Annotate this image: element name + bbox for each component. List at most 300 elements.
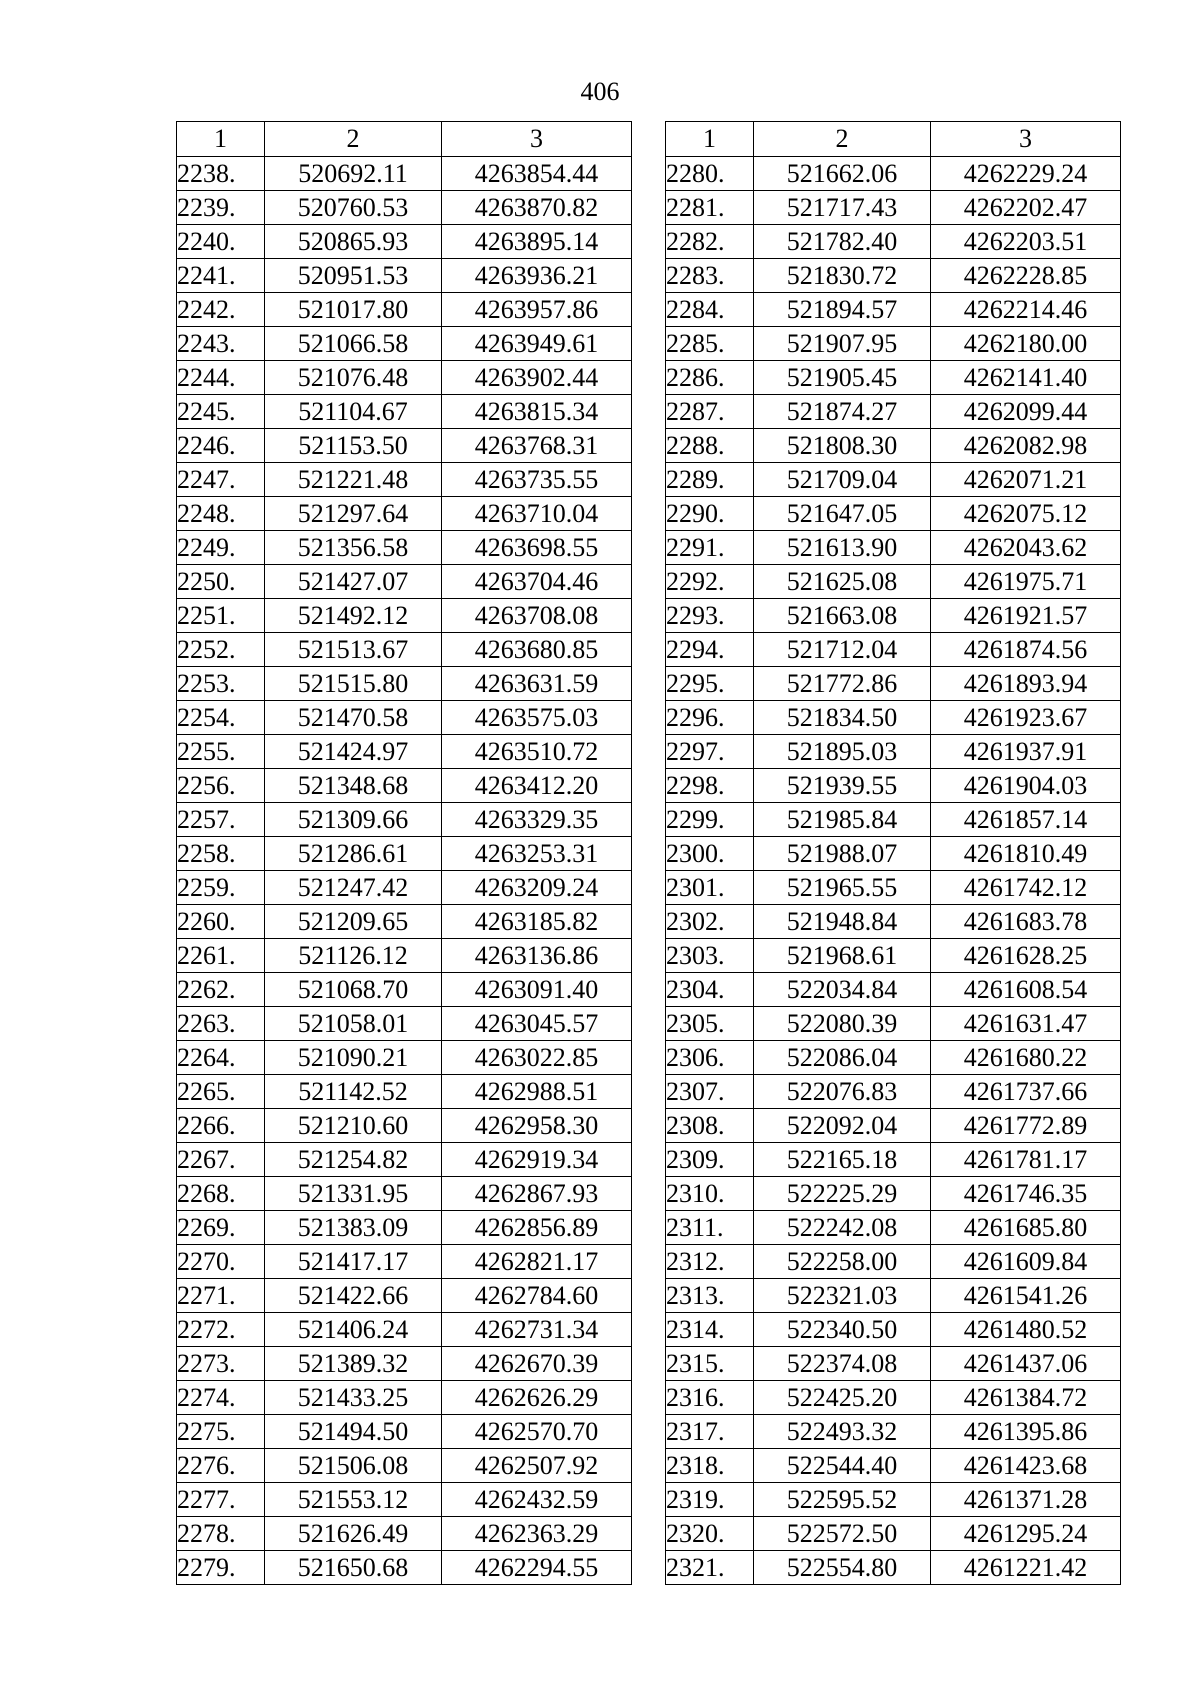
x-coordinate-cell: 522425.20 [754,1381,931,1415]
y-coordinate-cell: 4263510.72 [442,735,632,769]
x-coordinate-cell: 521895.03 [754,735,931,769]
y-coordinate-cell: 4262919.34 [442,1143,632,1177]
y-coordinate-cell: 4262202.47 [931,191,1121,225]
point-number-cell: 2249. [177,531,265,565]
table-row [177,1279,632,1313]
table-row [177,939,632,973]
y-coordinate-cell: 4262958.30 [442,1109,632,1143]
table-row [666,905,1121,939]
y-coordinate-cell: 4263708.08 [442,599,632,633]
table-header-row [666,122,1121,157]
point-number-cell: 2259. [177,871,265,905]
point-number-cell: 2248. [177,497,265,531]
point-number-cell: 2295. [666,667,754,701]
table-row [177,259,632,293]
table-body-right [666,157,1121,1585]
y-coordinate-cell: 4263253.31 [442,837,632,871]
x-coordinate-cell: 522034.84 [754,973,931,1007]
point-number-cell: 2314. [666,1313,754,1347]
table-row [666,1177,1121,1211]
y-coordinate-cell: 4262867.93 [442,1177,632,1211]
point-number-cell: 2282. [666,225,754,259]
point-number-cell: 2269. [177,1211,265,1245]
point-number-cell: 2251. [177,599,265,633]
point-number-cell: 2258. [177,837,265,871]
y-coordinate-cell: 4261772.89 [931,1109,1121,1143]
y-coordinate-cell: 4262784.60 [442,1279,632,1313]
table-row [666,1347,1121,1381]
point-number-cell: 2293. [666,599,754,633]
x-coordinate-cell: 522340.50 [754,1313,931,1347]
x-coordinate-cell: 521662.06 [754,157,931,191]
point-number-cell: 2280. [666,157,754,191]
x-coordinate-cell: 521494.50 [265,1415,442,1449]
y-coordinate-cell: 4263936.21 [442,259,632,293]
y-coordinate-cell: 4261628.25 [931,939,1121,973]
point-number-cell: 2316. [666,1381,754,1415]
point-number-cell: 2243. [177,327,265,361]
y-coordinate-cell: 4263575.03 [442,701,632,735]
table-row [177,871,632,905]
y-coordinate-cell: 4261631.47 [931,1007,1121,1041]
table-row [666,1041,1121,1075]
y-coordinate-cell: 4261904.03 [931,769,1121,803]
x-coordinate-cell: 521406.24 [265,1313,442,1347]
table-row [177,1381,632,1415]
x-coordinate-cell: 522076.83 [754,1075,931,1109]
x-coordinate-cell: 521834.50 [754,701,931,735]
table-row [177,973,632,1007]
x-coordinate-cell: 521647.05 [754,497,931,531]
y-coordinate-cell: 4262180.00 [931,327,1121,361]
x-coordinate-cell: 521209.65 [265,905,442,939]
table-row [177,803,632,837]
point-number-cell: 2285. [666,327,754,361]
point-number-cell: 2289. [666,463,754,497]
x-coordinate-cell: 521894.57 [754,293,931,327]
y-coordinate-cell: 4263768.31 [442,429,632,463]
x-coordinate-cell: 521309.66 [265,803,442,837]
table-row [666,1279,1121,1313]
point-number-cell: 2268. [177,1177,265,1211]
table-row [666,463,1121,497]
point-number-cell: 2291. [666,531,754,565]
y-coordinate-cell: 4262075.12 [931,497,1121,531]
x-coordinate-cell: 521153.50 [265,429,442,463]
x-coordinate-cell: 521017.80 [265,293,442,327]
point-number-cell: 2286. [666,361,754,395]
y-coordinate-cell: 4262856.89 [442,1211,632,1245]
x-coordinate-cell: 522258.00 [754,1245,931,1279]
point-number-cell: 2310. [666,1177,754,1211]
y-coordinate-cell: 4261810.49 [931,837,1121,871]
y-coordinate-cell: 4263895.14 [442,225,632,259]
y-coordinate-cell: 4263949.61 [442,327,632,361]
x-coordinate-cell: 521297.64 [265,497,442,531]
y-coordinate-cell: 4261395.86 [931,1415,1121,1449]
y-coordinate-cell: 4262507.92 [442,1449,632,1483]
x-coordinate-cell: 521709.04 [754,463,931,497]
point-number-cell: 2271. [177,1279,265,1313]
table-row [177,701,632,735]
point-number-cell: 2318. [666,1449,754,1483]
table-row [666,293,1121,327]
x-coordinate-cell: 522321.03 [754,1279,931,1313]
table-row [177,1109,632,1143]
x-coordinate-cell: 522554.80 [754,1551,931,1585]
y-coordinate-cell: 4263902.44 [442,361,632,395]
y-coordinate-cell: 4261423.68 [931,1449,1121,1483]
point-number-cell: 2257. [177,803,265,837]
point-number-cell: 2303. [666,939,754,973]
y-coordinate-cell: 4262214.46 [931,293,1121,327]
table-row [177,837,632,871]
point-number-cell: 2320. [666,1517,754,1551]
y-coordinate-cell: 4261975.71 [931,565,1121,599]
table-header-row [177,122,632,157]
table-row [666,1483,1121,1517]
point-number-cell: 2288. [666,429,754,463]
x-coordinate-cell: 521625.08 [754,565,931,599]
table-row [177,599,632,633]
point-number-cell: 2273. [177,1347,265,1381]
table-row [177,667,632,701]
point-number-cell: 2277. [177,1483,265,1517]
y-coordinate-cell: 4263412.20 [442,769,632,803]
table-row [177,1245,632,1279]
point-number-cell: 2299. [666,803,754,837]
table-row [177,1041,632,1075]
point-number-cell: 2317. [666,1415,754,1449]
x-coordinate-cell: 522544.40 [754,1449,931,1483]
point-number-cell: 2240. [177,225,265,259]
table-row [177,1449,632,1483]
table-row [666,1449,1121,1483]
point-number-cell: 2284. [666,293,754,327]
table-row [177,1075,632,1109]
table-row [666,871,1121,905]
x-coordinate-cell: 521068.70 [265,973,442,1007]
y-coordinate-cell: 4263854.44 [442,157,632,191]
y-coordinate-cell: 4262570.70 [442,1415,632,1449]
y-coordinate-cell: 4263185.82 [442,905,632,939]
y-coordinate-cell: 4261921.57 [931,599,1121,633]
x-coordinate-cell: 522493.32 [754,1415,931,1449]
table-row [666,1245,1121,1279]
point-number-cell: 2312. [666,1245,754,1279]
x-coordinate-cell: 521830.72 [754,259,931,293]
table-row [177,1007,632,1041]
y-coordinate-cell: 4261384.72 [931,1381,1121,1415]
y-coordinate-cell: 4262099.44 [931,395,1121,429]
table-row [666,667,1121,701]
x-coordinate-cell: 521433.25 [265,1381,442,1415]
table-row [666,1211,1121,1245]
point-number-cell: 2255. [177,735,265,769]
point-number-cell: 2298. [666,769,754,803]
x-coordinate-cell: 522595.52 [754,1483,931,1517]
column-header-y: 3 [931,122,1121,157]
x-coordinate-cell: 520951.53 [265,259,442,293]
table-row [666,259,1121,293]
x-coordinate-cell: 521988.07 [754,837,931,871]
point-number-cell: 2307. [666,1075,754,1109]
x-coordinate-cell: 521772.86 [754,667,931,701]
point-number-cell: 2274. [177,1381,265,1415]
y-coordinate-cell: 4261683.78 [931,905,1121,939]
y-coordinate-cell: 4263680.85 [442,633,632,667]
y-coordinate-cell: 4263957.86 [442,293,632,327]
table-row [666,429,1121,463]
table-row [177,1483,632,1517]
x-coordinate-cell: 521782.40 [754,225,931,259]
table-row [666,565,1121,599]
x-coordinate-cell: 521874.27 [754,395,931,429]
x-coordinate-cell: 521090.21 [265,1041,442,1075]
point-number-cell: 2304. [666,973,754,1007]
table-row [666,735,1121,769]
table-row [666,837,1121,871]
x-coordinate-cell: 521905.45 [754,361,931,395]
x-coordinate-cell: 522165.18 [754,1143,931,1177]
point-number-cell: 2246. [177,429,265,463]
y-coordinate-cell: 4263022.85 [442,1041,632,1075]
x-coordinate-cell: 521965.55 [754,871,931,905]
y-coordinate-cell: 4262432.59 [442,1483,632,1517]
y-coordinate-cell: 4261437.06 [931,1347,1121,1381]
x-coordinate-cell: 521286.61 [265,837,442,871]
point-number-cell: 2311. [666,1211,754,1245]
table-row [666,1415,1121,1449]
point-number-cell: 2321. [666,1551,754,1585]
y-coordinate-cell: 4261480.52 [931,1313,1121,1347]
y-coordinate-cell: 4263209.24 [442,871,632,905]
point-number-cell: 2239. [177,191,265,225]
x-coordinate-cell: 521221.48 [265,463,442,497]
y-coordinate-cell: 4261742.12 [931,871,1121,905]
table-row [177,191,632,225]
x-coordinate-cell: 521515.80 [265,667,442,701]
table-row [666,191,1121,225]
table-row [666,361,1121,395]
table-row [177,565,632,599]
x-coordinate-cell: 521492.12 [265,599,442,633]
x-coordinate-cell: 521506.08 [265,1449,442,1483]
table-row [177,1177,632,1211]
point-number-cell: 2270. [177,1245,265,1279]
table-row [177,293,632,327]
table-row [177,905,632,939]
table-row [177,1551,632,1585]
table-row [666,497,1121,531]
x-coordinate-cell: 521254.82 [265,1143,442,1177]
y-coordinate-cell: 4261923.67 [931,701,1121,735]
point-number-cell: 2267. [177,1143,265,1177]
point-number-cell: 2302. [666,905,754,939]
y-coordinate-cell: 4262294.55 [442,1551,632,1585]
column-header-y: 3 [442,122,632,157]
x-coordinate-cell: 521389.32 [265,1347,442,1381]
point-number-cell: 2309. [666,1143,754,1177]
x-coordinate-cell: 521513.67 [265,633,442,667]
point-number-cell: 2261. [177,939,265,973]
y-coordinate-cell: 4261609.84 [931,1245,1121,1279]
y-coordinate-cell: 4261608.54 [931,973,1121,1007]
x-coordinate-cell: 521553.12 [265,1483,442,1517]
table-row [177,531,632,565]
x-coordinate-cell: 521470.58 [265,701,442,735]
table-row [666,973,1121,1007]
point-number-cell: 2313. [666,1279,754,1313]
table-row [666,633,1121,667]
point-number-cell: 2264. [177,1041,265,1075]
point-number-cell: 2260. [177,905,265,939]
point-number-cell: 2245. [177,395,265,429]
point-number-cell: 2297. [666,735,754,769]
y-coordinate-cell: 4261781.17 [931,1143,1121,1177]
column-header-number: 1 [177,122,265,157]
x-coordinate-cell: 521356.58 [265,531,442,565]
x-coordinate-cell: 521104.67 [265,395,442,429]
point-number-cell: 2283. [666,259,754,293]
x-coordinate-cell: 520760.53 [265,191,442,225]
x-coordinate-cell: 521066.58 [265,327,442,361]
x-coordinate-cell: 521417.17 [265,1245,442,1279]
table-row [177,429,632,463]
table-row [666,157,1121,191]
table-row [177,1211,632,1245]
point-number-cell: 2315. [666,1347,754,1381]
y-coordinate-cell: 4263815.34 [442,395,632,429]
x-coordinate-cell: 522225.29 [754,1177,931,1211]
x-coordinate-cell: 521126.12 [265,939,442,973]
point-number-cell: 2319. [666,1483,754,1517]
point-number-cell: 2276. [177,1449,265,1483]
point-number-cell: 2252. [177,633,265,667]
y-coordinate-cell: 4262731.34 [442,1313,632,1347]
point-number-cell: 2275. [177,1415,265,1449]
x-coordinate-cell: 520865.93 [265,225,442,259]
y-coordinate-cell: 4262043.62 [931,531,1121,565]
x-coordinate-cell: 521907.95 [754,327,931,361]
x-coordinate-cell: 521717.43 [754,191,931,225]
point-number-cell: 2300. [666,837,754,871]
point-number-cell: 2266. [177,1109,265,1143]
x-coordinate-cell: 521939.55 [754,769,931,803]
point-number-cell: 2242. [177,293,265,327]
table-row [177,1347,632,1381]
x-coordinate-cell: 521663.08 [754,599,931,633]
point-number-cell: 2265. [177,1075,265,1109]
point-number-cell: 2250. [177,565,265,599]
x-coordinate-cell: 522242.08 [754,1211,931,1245]
table-row [177,633,632,667]
y-coordinate-cell: 4262988.51 [442,1075,632,1109]
point-number-cell: 2272. [177,1313,265,1347]
y-coordinate-cell: 4263698.55 [442,531,632,565]
column-header-x: 2 [265,122,442,157]
point-number-cell: 2238. [177,157,265,191]
point-number-cell: 2296. [666,701,754,735]
x-coordinate-cell: 522092.04 [754,1109,931,1143]
x-coordinate-cell: 521247.42 [265,871,442,905]
point-number-cell: 2290. [666,497,754,531]
table-body-left [177,157,632,1585]
x-coordinate-cell: 521058.01 [265,1007,442,1041]
x-coordinate-cell: 521968.61 [754,939,931,973]
y-coordinate-cell: 4262141.40 [931,361,1121,395]
point-number-cell: 2247. [177,463,265,497]
table-row [177,769,632,803]
x-coordinate-cell: 521424.97 [265,735,442,769]
table-row [666,1313,1121,1347]
point-number-cell: 2253. [177,667,265,701]
table-row [666,599,1121,633]
y-coordinate-cell: 4262082.98 [931,429,1121,463]
y-coordinate-cell: 4263735.55 [442,463,632,497]
table-row [177,1313,632,1347]
x-coordinate-cell: 522572.50 [754,1517,931,1551]
point-number-cell: 2241. [177,259,265,293]
y-coordinate-cell: 4261685.80 [931,1211,1121,1245]
x-coordinate-cell: 521948.84 [754,905,931,939]
point-number-cell: 2279. [177,1551,265,1585]
x-coordinate-cell: 521626.49 [265,1517,442,1551]
y-coordinate-cell: 4263704.46 [442,565,632,599]
point-number-cell: 2256. [177,769,265,803]
table-row [177,463,632,497]
table-row [666,1075,1121,1109]
x-coordinate-cell: 521427.07 [265,565,442,599]
x-coordinate-cell: 522374.08 [754,1347,931,1381]
y-coordinate-cell: 4263136.86 [442,939,632,973]
y-coordinate-cell: 4262228.85 [931,259,1121,293]
y-coordinate-cell: 4261857.14 [931,803,1121,837]
table-row [666,531,1121,565]
y-coordinate-cell: 4261737.66 [931,1075,1121,1109]
point-number-cell: 2254. [177,701,265,735]
table-row [666,769,1121,803]
table-row [177,735,632,769]
point-number-cell: 2281. [666,191,754,225]
x-coordinate-cell: 521808.30 [754,429,931,463]
x-coordinate-cell: 521383.09 [265,1211,442,1245]
y-coordinate-cell: 4261937.91 [931,735,1121,769]
point-number-cell: 2306. [666,1041,754,1075]
x-coordinate-cell: 521712.04 [754,633,931,667]
y-coordinate-cell: 4261541.26 [931,1279,1121,1313]
table-row [177,1143,632,1177]
y-coordinate-cell: 4263329.35 [442,803,632,837]
point-number-cell: 2294. [666,633,754,667]
table-row [666,1551,1121,1585]
y-coordinate-cell: 4263091.40 [442,973,632,1007]
point-number-cell: 2287. [666,395,754,429]
x-coordinate-cell: 521210.60 [265,1109,442,1143]
table-row [666,1007,1121,1041]
point-number-cell: 2305. [666,1007,754,1041]
y-coordinate-cell: 4263870.82 [442,191,632,225]
y-coordinate-cell: 4262363.29 [442,1517,632,1551]
x-coordinate-cell: 521076.48 [265,361,442,395]
table-row [177,157,632,191]
table-row [666,701,1121,735]
x-coordinate-cell: 521613.90 [754,531,931,565]
coordinates-table-right [665,121,1121,1585]
table-row [666,1109,1121,1143]
table-row [666,803,1121,837]
y-coordinate-cell: 4261680.22 [931,1041,1121,1075]
